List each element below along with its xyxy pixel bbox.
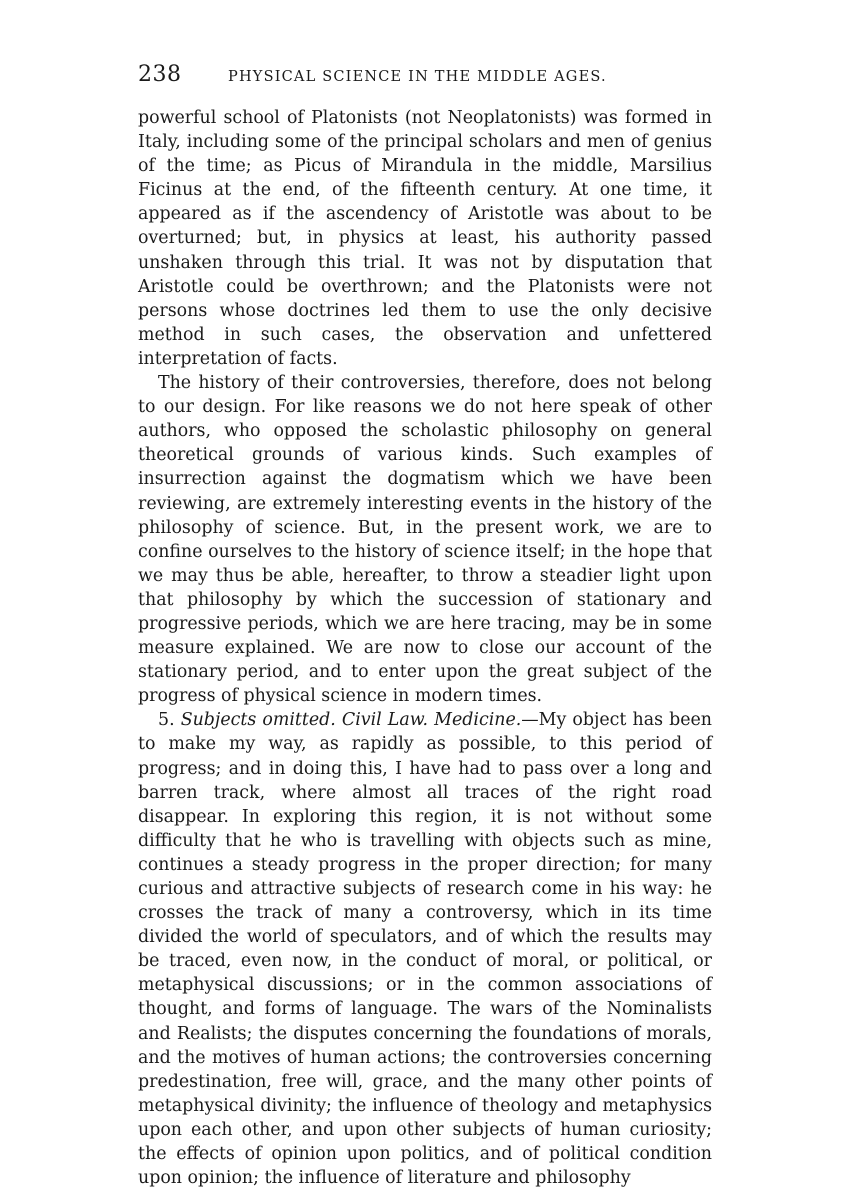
section-number: 5. <box>158 710 175 731</box>
body-text <box>138 106 712 1190</box>
paragraph-2: The history of their controversies, therefore, does not belong to our design. For like reasons we do not here speak of other authors, who opposed the scholastic philosophy on general theoretical grounds of various kinds. Such examples of insurrection against the dogmatism which we have been reviewing, are extremely interesting events in the history of the philosophy of science. But, in the present work, we are to confine ourselves to the history of science itself; in the hope that we may thus be able, hereafter, to throw a steadier light upon that philosophy by which the succession of stationary and progressive periods, which we are here tracing, may be in some measure explained. We are now to close our account of the stationary period, and to enter upon the great subject of the progress of physical science in modern times. <box>138 373 712 707</box>
section-5-text: My object has been to make my way, as rapidly as possible, to this period of progress; and in doing this, I have had to pass over a long and barren track, where almost all traces of the right road disappear. In exploring this region, it is not without some difficulty that he who is travelling with objects such as mine, continues a steady progress in the proper direction; for many curious and attractive subjects of research come in his way: he crosses the track of many a controversy, which in its time divided the world of speculators, and of which the results may be traced, even now, in the conduct of moral, or political, or metaphysical discussions; or in the common associations of thought, and forms of language. The wars of the Nominalists and Realists; the disputes concerning the foundations of morals, and the motives of human actions; the controversies concerning predestination, free will, grace, and the many other points of metaphysical divinity; the influence of theology and metaphysics upon each other, and upon other subjects of human curiosity; the effects of opinion upon politics, and of political condition upon opinion; the influence of literature and philosophy <box>138 710 712 1189</box>
section-5-paragraph <box>138 708 712 1190</box>
section-dash: — <box>521 710 539 731</box>
running-title: PHYSICAL SCIENCE IN THE MIDDLE AGES. <box>228 69 607 85</box>
running-head <box>138 62 712 92</box>
page-number: 238 <box>138 62 182 87</box>
book-page <box>138 62 712 1190</box>
section-heading: Subjects omitted. Civil Law. Medicine. <box>180 710 522 731</box>
paragraph-1: powerful school of Platonists (not Neoplatonists) was formed in Italy, including some of the principal scholars and men of genius of the time; as Picus of Mirandula in the middle, Marsilius Ficinus at the end, of the fifteenth century. At one time, it appeared as if the ascendency of Aristotle was about to be overturned; but, in physics at least, his authority passed unshaken through this trial. It was not by disputation that Aristotle could be overthrown; and the Platonists were not persons whose doctrines led them to use the only decisive method in such cases, the observation and unfettered interpretation of facts. <box>138 108 712 369</box>
